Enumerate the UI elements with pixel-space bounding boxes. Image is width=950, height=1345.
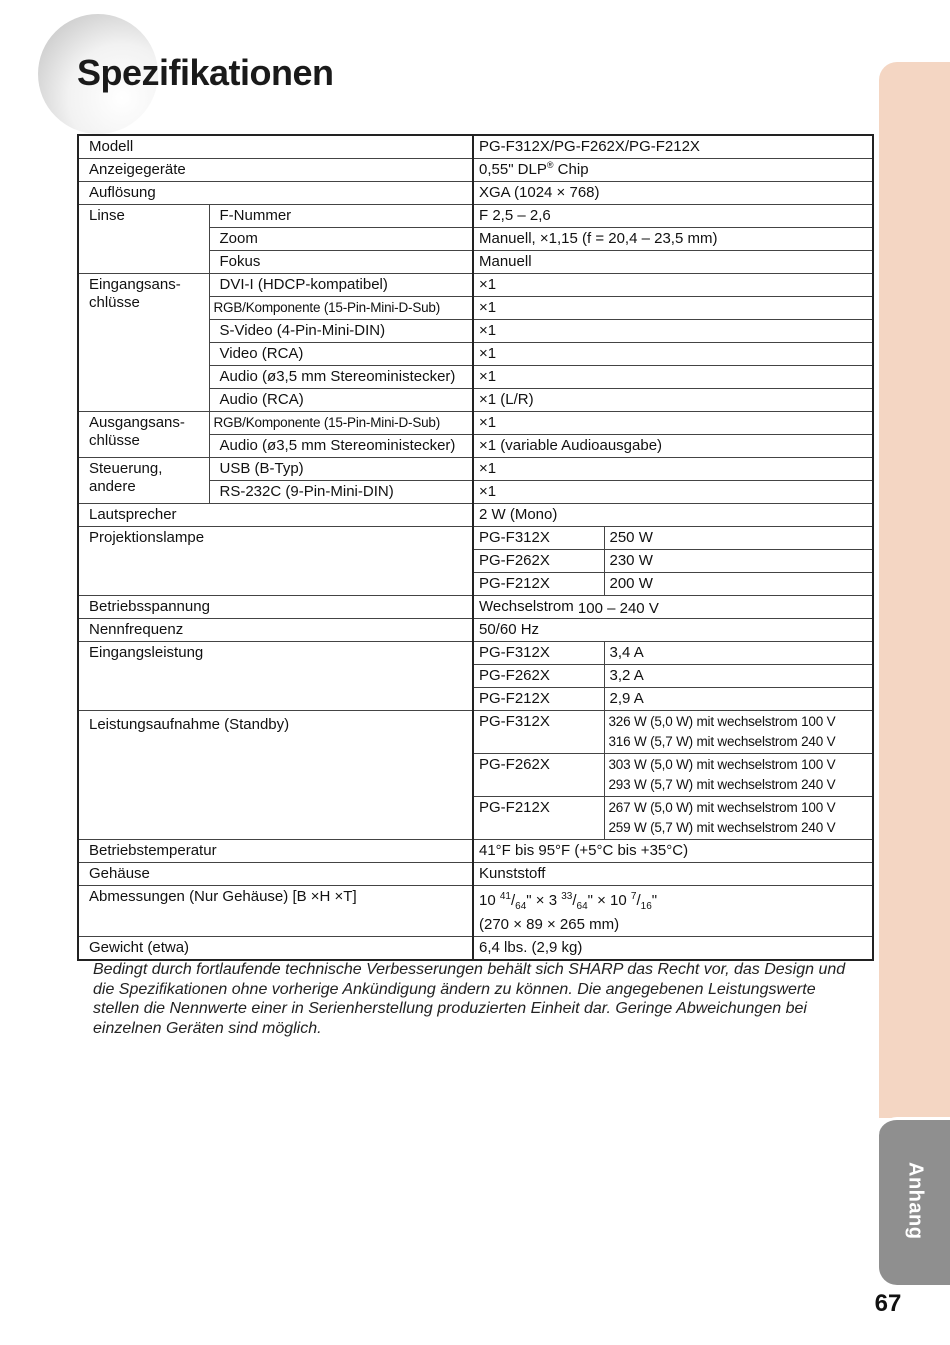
spec-value: ×1: [473, 481, 873, 504]
spec-label: Auflösung: [78, 182, 473, 205]
table-row: [78, 840, 873, 863]
spec-value: [473, 596, 873, 619]
spec-model: PG-F312X: [473, 711, 604, 754]
spec-value: Manuell, ×1,15 (f = 20,4 – 23,5 mm): [473, 228, 873, 251]
spec-sub-label: Audio (RCA): [209, 389, 473, 412]
table-row: [78, 619, 873, 642]
spec-group-label: Steuerung, andere: [78, 458, 209, 504]
spec-value-line: 303 W (5,0 W) mit wechselstrom 100 V: [608, 757, 836, 772]
spec-value-line: 267 W (5,0 W) mit wechselstrom 100 V: [608, 800, 836, 815]
spec-model: PG-F312X: [473, 527, 604, 550]
spec-sub-label: RS-232C (9-Pin-Mini-DIN): [209, 481, 473, 504]
table-row: [78, 504, 873, 527]
spec-value: ×1 (L/R): [473, 389, 873, 412]
spec-value: [604, 797, 873, 840]
spec-value: ×1: [473, 412, 873, 435]
spec-value-line: 259 W (5,7 W) mit wechselstrom 240 V: [608, 820, 836, 835]
spec-value: 250 W: [604, 527, 873, 550]
table-row: [78, 642, 873, 665]
dim-part: 41: [499, 891, 511, 902]
spec-label: Leistungsaufnahme (Standby): [78, 711, 473, 840]
table-row: [78, 458, 873, 481]
spec-model: PG-F212X: [473, 573, 604, 596]
table-row: [78, 182, 873, 205]
table-row: [78, 937, 873, 961]
spec-value: 200 W: [604, 573, 873, 596]
spec-label: Betriebstemperatur: [78, 840, 473, 863]
page-number: 67: [874, 1290, 902, 1317]
spec-value: [604, 754, 873, 797]
dim-part: " × 3: [526, 892, 562, 909]
spec-value-line: 316 W (5,7 W) mit wechselstrom 240 V: [608, 734, 836, 749]
dimensions-inches: 10 $^{41}/_{64}$" × 3 $^{33}/_{64}$" × 10 $^7/_{16}$": [479, 891, 658, 912]
dim-part: 64: [576, 901, 588, 912]
spec-sub-label: Audio (ø3,5 mm Stereoministecker): [209, 435, 473, 458]
table-row: [78, 711, 873, 754]
spec-value: 41°F bis 95°F (+5°C bis +35°C): [473, 840, 873, 863]
dim-part: 64: [515, 901, 527, 912]
disclaimer-note: Bedingt durch fortlaufende technische Verbesserungen behält sich SHARP das Recht vor, das Design und die Spezifikationen ohne vorherige Ankündigung ändern zu können. Die angegebenen Leistungswerte stellen die Nennwerte einer in Serienherstellung produzierten Einheit dar. Geringe Abweichungen bei einzelnen Geräten sind möglich.: [93, 961, 846, 1037]
spec-label: Eingangsleistung: [78, 642, 473, 711]
dim-part: 16: [640, 901, 652, 912]
registered-mark: ®: [546, 160, 554, 170]
spec-value: Manuell: [473, 251, 873, 274]
spec-value: [473, 886, 873, 937]
spec-label: Nennfrequenz: [78, 619, 473, 642]
dimensions-metric: (270 × 89 × 265 mm): [479, 916, 620, 933]
spec-value-text: 100 – 240 V: [577, 600, 659, 617]
spec-value: ×1 (variable Audioausgabe): [473, 435, 873, 458]
spec-sub-label: RGB/Komponente (15-Pin-Mini-D-Sub): [209, 297, 473, 320]
spec-group-label: Linse: [78, 205, 209, 274]
spec-sub-label: Fokus: [209, 251, 473, 274]
spec-sub-label: Zoom: [209, 228, 473, 251]
spec-group-label: Eingangsans- chlüsse: [78, 274, 209, 412]
spec-sub-label: USB (B-Typ): [209, 458, 473, 481]
spec-value: 2 W (Mono): [473, 504, 873, 527]
spec-value: ×1: [473, 297, 873, 320]
table-row: [78, 135, 873, 159]
dim-part: ": [651, 892, 658, 909]
dim-part: 7: [630, 891, 637, 902]
table-row: [78, 527, 873, 550]
table-row: [78, 863, 873, 886]
table-row: [78, 886, 873, 937]
spec-value: 230 W: [604, 550, 873, 573]
side-section-tab-label: Anhang: [904, 1161, 927, 1240]
spec-value: XGA (1024 × 768): [473, 182, 873, 205]
dim-part: 10: [479, 892, 500, 909]
table-row: [78, 274, 873, 297]
spec-model: PG-F212X: [473, 797, 604, 840]
spec-label: Lautsprecher: [78, 504, 473, 527]
spec-model: PG-F262X: [473, 754, 604, 797]
spec-value: PG-F312X/PG-F262X/PG-F212X: [473, 135, 873, 159]
dim-part: 33: [561, 891, 573, 902]
table-row: [78, 412, 873, 435]
spec-value: 2,9 A: [604, 688, 873, 711]
spec-value: 6,4 lbs. (2,9 kg): [473, 937, 873, 961]
spec-value: [604, 711, 873, 754]
table-row: [78, 205, 873, 228]
spec-label: Betriebsspannung: [78, 596, 473, 619]
spec-group-label: Ausgangsans- chlüsse: [78, 412, 209, 458]
spec-value: 50/60 Hz: [473, 619, 873, 642]
spec-label: Projektionslampe: [78, 527, 473, 596]
spec-value-line: 326 W (5,0 W) mit wechselstrom 100 V: [608, 714, 836, 729]
spec-value: [473, 159, 873, 182]
side-color-bar: [879, 62, 950, 1118]
spec-value-text: Wechselstrom: [479, 598, 574, 615]
spec-value: ×1: [473, 320, 873, 343]
dim-part: " × 10: [587, 892, 631, 909]
spec-value: 3,2 A: [604, 665, 873, 688]
spec-label: Gehäuse: [78, 863, 473, 886]
spec-label: Gewicht (etwa): [78, 937, 473, 961]
spec-sub-label: DVI-I (HDCP-kompatibel): [209, 274, 473, 297]
spec-sub-label: Video (RCA): [209, 343, 473, 366]
spec-sub-label: F-Nummer: [209, 205, 473, 228]
table-row: [78, 596, 873, 619]
spec-value-text: 0,55" DLP: [479, 161, 547, 178]
spec-value: ×1: [473, 366, 873, 389]
spec-model: PG-F262X: [473, 550, 604, 573]
spec-value-text: Chip: [553, 161, 589, 178]
spec-value: 3,4 A: [604, 642, 873, 665]
spec-model: PG-F262X: [473, 665, 604, 688]
spec-value: ×1: [473, 274, 873, 297]
spec-sub-label: S-Video (4-Pin-Mini-DIN): [209, 320, 473, 343]
spec-label: Abmessungen (Nur Gehäuse) [B ×H ×T]: [78, 886, 473, 937]
spec-sub-label: Audio (ø3,5 mm Stereoministecker): [209, 366, 473, 389]
spec-table: [77, 134, 874, 961]
spec-value: Kunststoff: [473, 863, 873, 886]
spec-sub-label: RGB/Komponente (15-Pin-Mini-D-Sub): [209, 412, 473, 435]
spec-label: Anzeigegeräte: [78, 159, 473, 182]
spec-value: ×1: [473, 458, 873, 481]
spec-model: PG-F312X: [473, 642, 604, 665]
spec-value: F 2,5 – 2,6: [473, 205, 873, 228]
spec-model: PG-F212X: [473, 688, 604, 711]
page-title: Spezifikationen: [77, 52, 334, 93]
spec-value: ×1: [473, 343, 873, 366]
table-row: [78, 159, 873, 182]
spec-value-line: 293 W (5,7 W) mit wechselstrom 240 V: [608, 777, 836, 792]
spec-label: Modell: [78, 135, 473, 159]
